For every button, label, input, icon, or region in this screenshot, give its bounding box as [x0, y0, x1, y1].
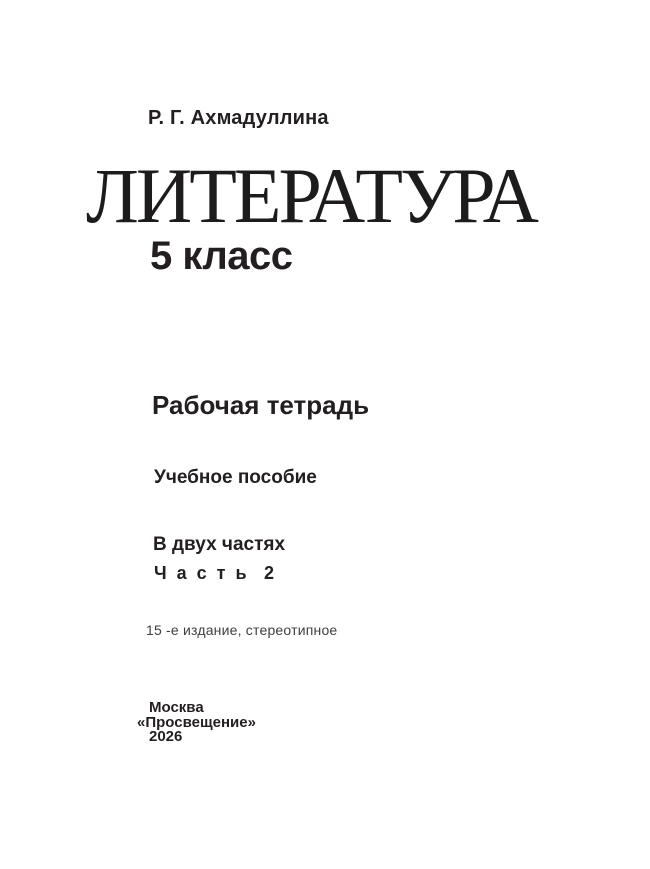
imprint-city: Москва: [149, 699, 204, 716]
author-name: Р. Г. Ахмадуллина: [148, 107, 329, 129]
book-title: ЛИТЕРАТУРА: [86, 152, 536, 239]
edition-type-label: Учебное пособие: [154, 467, 317, 488]
part-number-label: Ч а с т ь 2: [154, 563, 277, 583]
parts-label: В двух частях: [153, 534, 286, 555]
edition-note: 15 -е издание, стереотипное: [146, 622, 338, 638]
worktype-heading: Рабочая тетрадь: [152, 390, 370, 420]
imprint-year: 2026: [149, 728, 183, 745]
grade-subtitle: 5 класс: [150, 234, 293, 278]
imprint-publisher: «Просвещение»: [137, 713, 256, 731]
imprint-block: [137, 701, 256, 745]
